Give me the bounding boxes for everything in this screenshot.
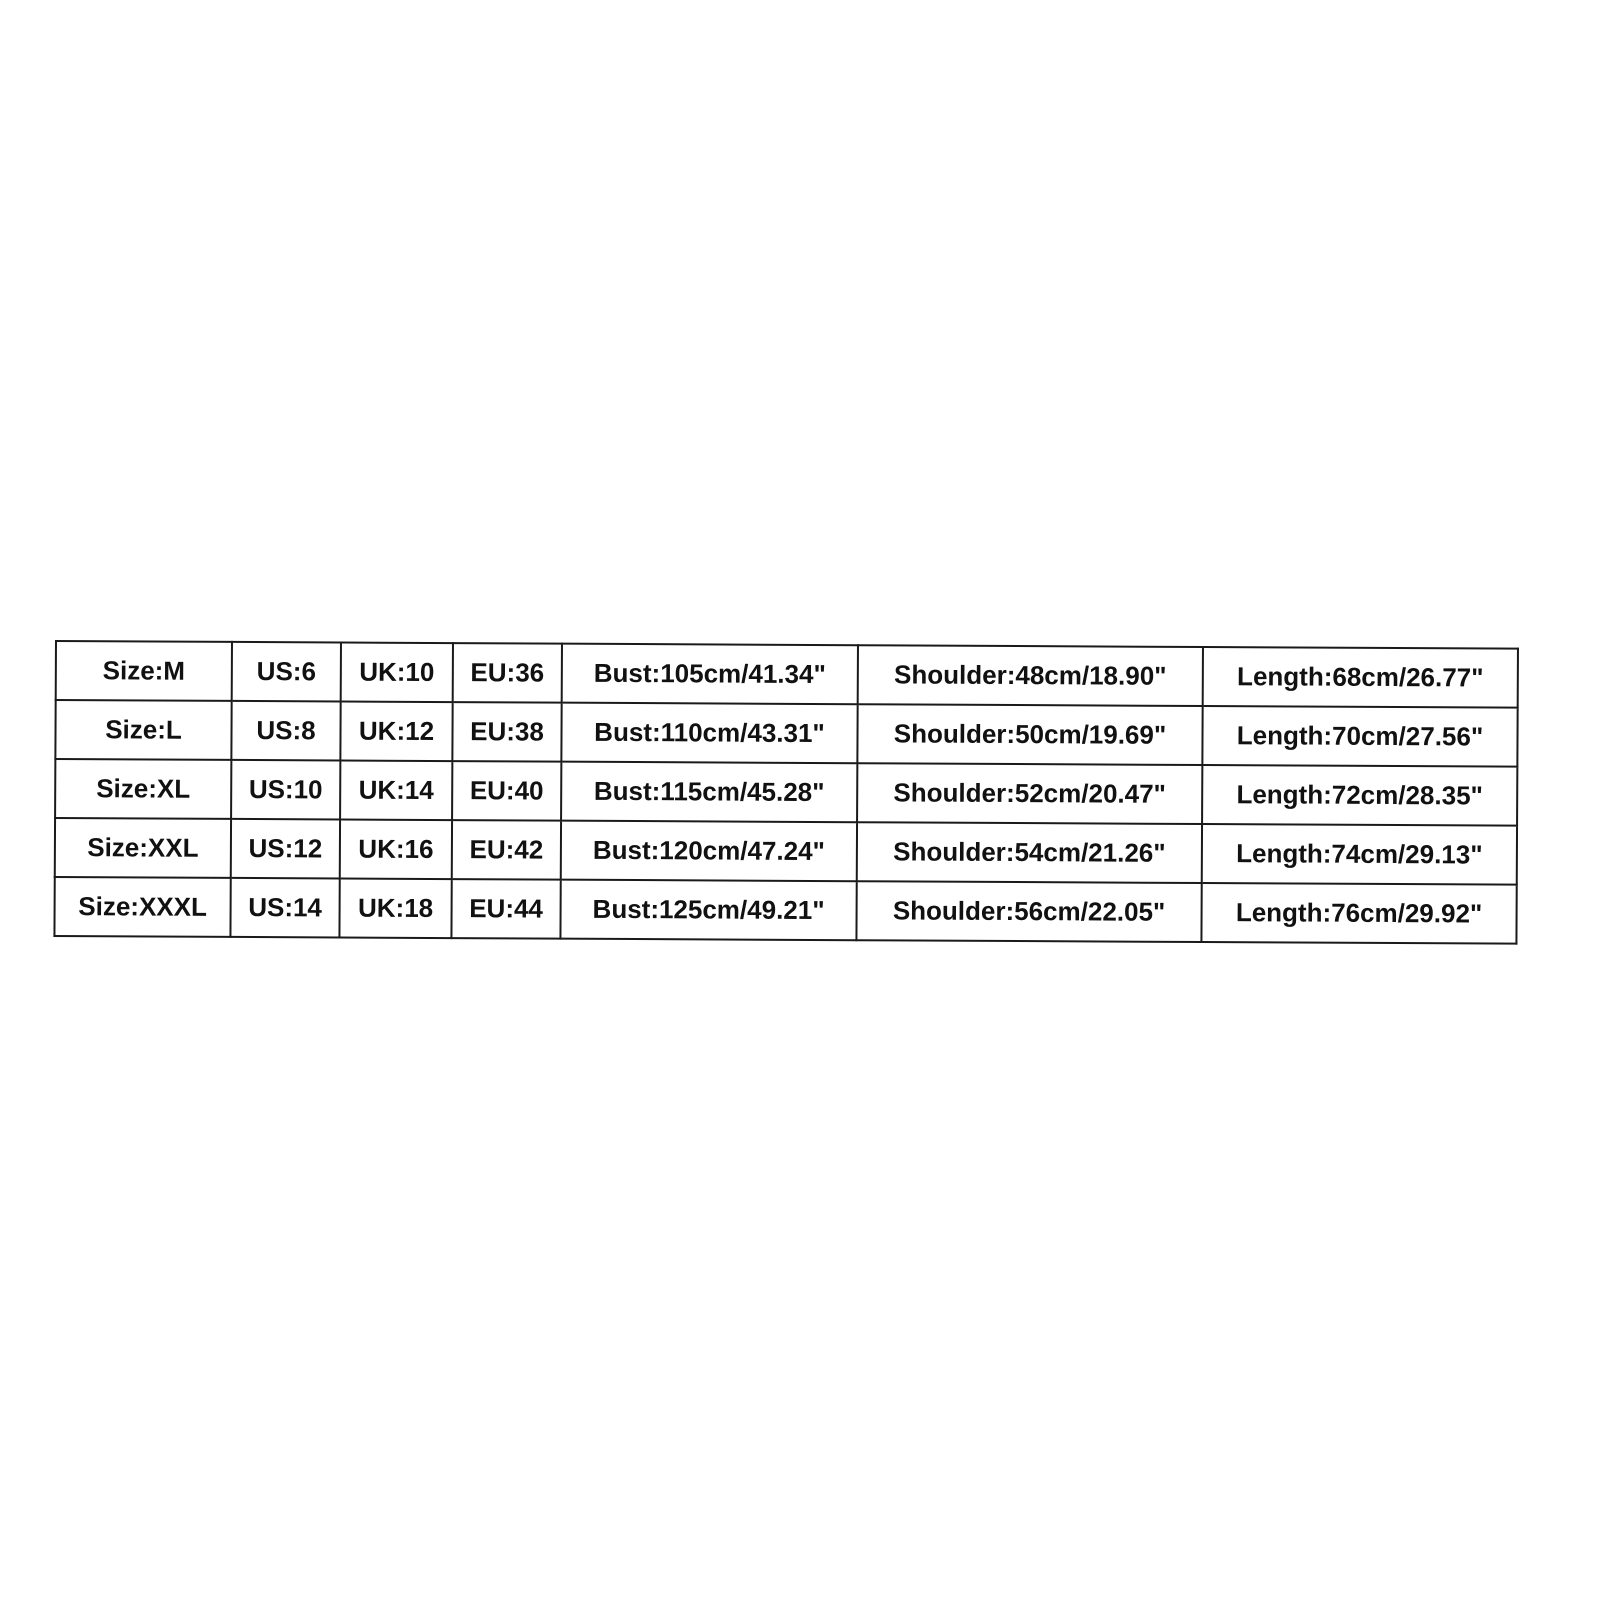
table-row <box>55 759 1517 826</box>
us-size-cell: US:6 <box>232 642 341 702</box>
us-size-cell: US:14 <box>230 878 339 938</box>
shoulder-cell: Shoulder:50cm/19.69" <box>857 704 1202 765</box>
length-cell: Length:68cm/26.77" <box>1203 647 1518 708</box>
us-size-cell: US:10 <box>231 760 340 820</box>
eu-size-cell: EU:38 <box>452 702 561 762</box>
shoulder-cell: Shoulder:56cm/22.05" <box>856 881 1201 942</box>
shoulder-cell: Shoulder:54cm/21.26" <box>857 822 1202 883</box>
table-row <box>55 818 1517 885</box>
bust-cell: Bust:105cm/41.34" <box>562 644 858 705</box>
size-cell: Size:XL <box>55 759 231 819</box>
us-size-cell: US:8 <box>231 701 340 761</box>
bust-cell: Bust:115cm/45.28" <box>561 762 857 823</box>
size-cell: Size:XXXL <box>54 877 230 937</box>
uk-size-cell: UK:12 <box>340 701 452 761</box>
uk-size-cell: UK:16 <box>340 819 452 879</box>
length-cell: Length:70cm/27.56" <box>1202 706 1517 767</box>
length-cell: Length:76cm/29.92" <box>1201 883 1516 944</box>
size-cell: Size:M <box>56 641 232 701</box>
bust-cell: Bust:125cm/49.21" <box>560 880 856 941</box>
bust-cell: Bust:120cm/47.24" <box>561 821 857 882</box>
length-cell: Length:74cm/29.13" <box>1202 824 1517 885</box>
table-row <box>54 877 1516 944</box>
uk-size-cell: UK:14 <box>340 760 452 820</box>
shoulder-cell: Shoulder:48cm/18.90" <box>858 645 1203 706</box>
bust-cell: Bust:110cm/43.31" <box>561 703 857 764</box>
size-chart-table <box>53 640 1519 945</box>
uk-size-cell: UK:10 <box>341 642 453 702</box>
size-cell: Size:XXL <box>55 818 231 878</box>
eu-size-cell: EU:42 <box>452 820 561 880</box>
eu-size-cell: EU:40 <box>452 761 561 821</box>
eu-size-cell: EU:36 <box>453 643 562 703</box>
size-cell: Size:L <box>55 700 231 760</box>
table-row <box>55 700 1517 767</box>
length-cell: Length:72cm/28.35" <box>1202 765 1517 826</box>
shoulder-cell: Shoulder:52cm/20.47" <box>857 763 1202 824</box>
eu-size-cell: EU:44 <box>451 879 560 939</box>
table-row <box>56 641 1518 708</box>
uk-size-cell: UK:18 <box>339 878 451 938</box>
us-size-cell: US:12 <box>231 819 340 879</box>
